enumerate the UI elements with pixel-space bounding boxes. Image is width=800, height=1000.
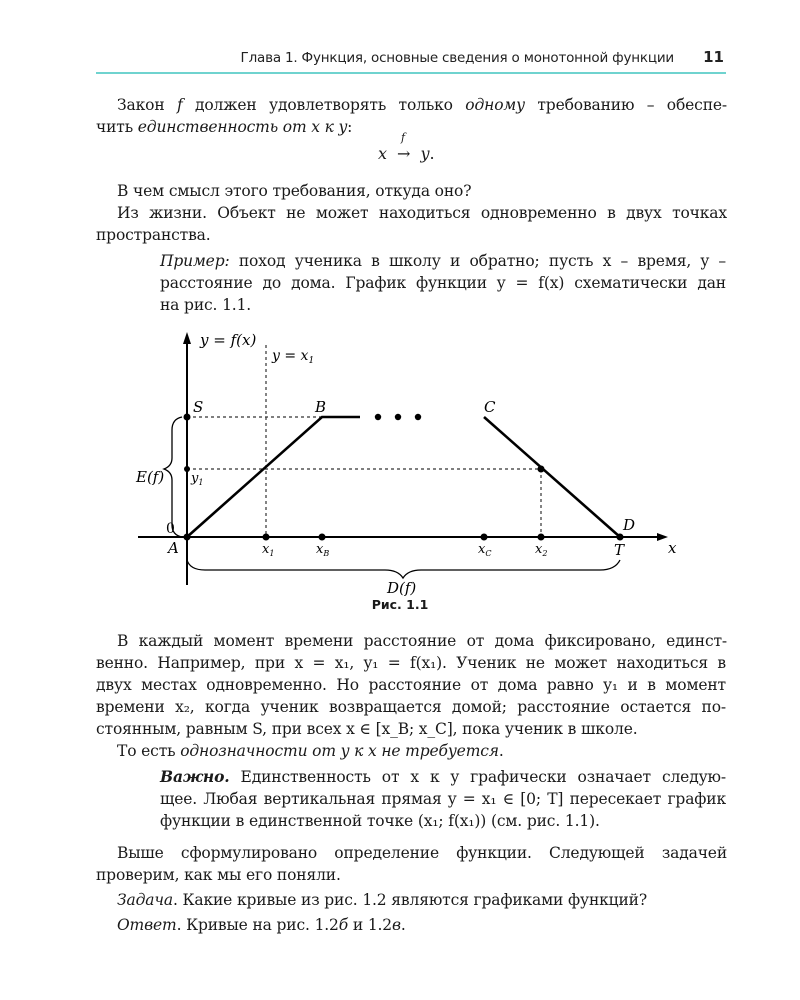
task	[117, 889, 727, 911]
formula-x: x	[378, 144, 388, 163]
label-T: T	[614, 541, 625, 559]
label-zero: 0	[166, 521, 175, 537]
text: двух местах одновременно. Но расстояние от дома равно y₁ и в момент	[96, 676, 726, 694]
text: В чем смысл этого требования, откуда оно?	[117, 182, 472, 200]
point-x2	[538, 534, 545, 541]
text: времени x₂, когда ученик возвращается домой; расстояние остается по-	[96, 698, 726, 716]
text: стоянным, равным S, при всех x ∈ [x_B; x_C], пока ученик в школе.	[96, 720, 638, 738]
text: Из жизни. Объект не может находиться одновременно в двух точках	[117, 204, 727, 222]
paragraph-1	[117, 94, 727, 116]
point-x1	[263, 534, 270, 541]
point-D	[617, 534, 624, 541]
text: В каждый момент времени расстояние от дома фиксировано, единст-	[117, 632, 727, 650]
text: пространства.	[96, 226, 211, 244]
paragraph-6	[117, 842, 727, 864]
text: Единственность от x к y графически означает следую-	[229, 768, 726, 786]
paragraph-1-line-1	[117, 94, 727, 116]
label-xB: $x_B$	[316, 542, 330, 558]
text: .	[400, 916, 406, 934]
text: проверим, как мы его поняли.	[96, 866, 341, 884]
point-S	[184, 414, 191, 421]
page-header	[96, 48, 726, 74]
paragraph-4-cont	[96, 652, 726, 740]
label-x1: $x_1$	[262, 542, 275, 558]
label-y1: $y_1$	[191, 471, 204, 487]
text: единственность от x к y	[137, 118, 348, 136]
function-graph-fall	[484, 417, 620, 537]
text: . Какие кривые из рис. 1.2 являются графиками функций?	[172, 891, 648, 909]
text: чить	[96, 118, 138, 136]
text: функции в единственной точке (x₁; f(x₁)) (см. рис. 1.1).	[160, 812, 600, 830]
paragraph-5-line	[117, 740, 727, 762]
answer-label: Ответ	[117, 916, 177, 934]
label-C: C	[484, 398, 496, 416]
task-line	[117, 889, 727, 911]
y-axis-arrow-icon	[183, 332, 191, 344]
label-x: x	[668, 539, 677, 557]
label-S: S	[193, 398, 204, 416]
figure-1-1	[118, 320, 718, 620]
example-line-1	[160, 250, 726, 272]
point-on-graph-x2	[538, 466, 545, 473]
text: f	[176, 96, 183, 114]
ellipsis-dot	[415, 414, 421, 420]
text: венно. Например, при x = x₁, y₁ = f(x₁). Ученик не может находиться в	[96, 654, 726, 672]
text: одному	[465, 96, 525, 114]
label-D: D	[623, 516, 636, 534]
label-xC: $x_C$	[478, 542, 492, 558]
function-graph-rise	[187, 417, 360, 537]
important-block	[160, 766, 726, 832]
mapping-formula	[378, 131, 435, 163]
text: в	[392, 916, 401, 934]
label-Df: D(f)	[387, 579, 417, 597]
important-line-1	[160, 766, 726, 788]
label-x2: $x_2$	[535, 542, 548, 558]
ellipsis-dot	[375, 414, 381, 420]
paragraph-1-cont	[96, 116, 726, 138]
label-y-axis: y = f(x)	[200, 331, 257, 349]
text: поход ученика в школу и обратно; пусть x – время, y –	[229, 252, 726, 270]
text: щее. Любая вертикальная прямая y = x₁ ∈ [0; T] пересекает график	[160, 790, 726, 808]
text: и 1.2	[348, 916, 393, 934]
chapter-title: Глава 1. Функция, основные сведения о монотонной функции	[240, 50, 674, 66]
answer-line	[117, 914, 727, 936]
paragraph-3	[117, 202, 727, 224]
text: Закон	[117, 96, 177, 114]
paragraph-4	[117, 630, 727, 652]
text: расстояние до дома. График функции y = f(x) схематически дан	[160, 274, 726, 292]
label-Ef: E(f)	[136, 468, 165, 486]
text: То есть	[117, 742, 181, 760]
text: . Кривые на рис. 1.2	[176, 916, 339, 934]
domain-brace	[187, 560, 620, 578]
text: б	[338, 916, 349, 934]
formula-y: y	[420, 144, 430, 163]
answer	[117, 914, 727, 936]
label-B: B	[315, 398, 327, 416]
text: Выше сформулировано определение функции. Следующей задачей	[117, 844, 727, 862]
label-A: A	[168, 539, 179, 557]
text: :	[347, 118, 353, 136]
important-label: Важно.	[160, 767, 230, 786]
formula-arrow-label: f	[401, 131, 406, 144]
x-axis-arrow-icon	[657, 533, 668, 541]
task-label: Задача	[117, 891, 173, 909]
paragraph-5	[117, 740, 727, 762]
figure-caption: Рис. 1.1	[371, 597, 429, 612]
text: требованию – обеспе-	[524, 96, 727, 114]
example-block	[160, 250, 726, 316]
text: на рис. 1.1.	[160, 296, 252, 314]
ellipsis-dot	[395, 414, 401, 420]
paragraph-6-cont	[96, 864, 726, 886]
paragraph-3-cont	[96, 224, 726, 246]
text: .	[498, 742, 504, 760]
paragraph-1-line-2	[96, 116, 726, 138]
example-label: Пример:	[160, 252, 230, 270]
text: .	[429, 144, 435, 163]
point-xC	[481, 534, 488, 541]
paragraph-2	[117, 180, 727, 202]
point-xB	[319, 534, 326, 541]
text: должен удовлетворять только	[182, 96, 466, 114]
formula-arrow	[397, 131, 411, 163]
text: однозначности от y к x не требуется	[180, 742, 499, 760]
arrow-icon: →	[397, 144, 411, 163]
page-number: 11	[703, 48, 724, 66]
label-x1-line: $y = x_1$	[272, 348, 315, 366]
point-A	[184, 534, 191, 541]
range-brace	[164, 417, 182, 537]
point-y1	[184, 466, 190, 472]
